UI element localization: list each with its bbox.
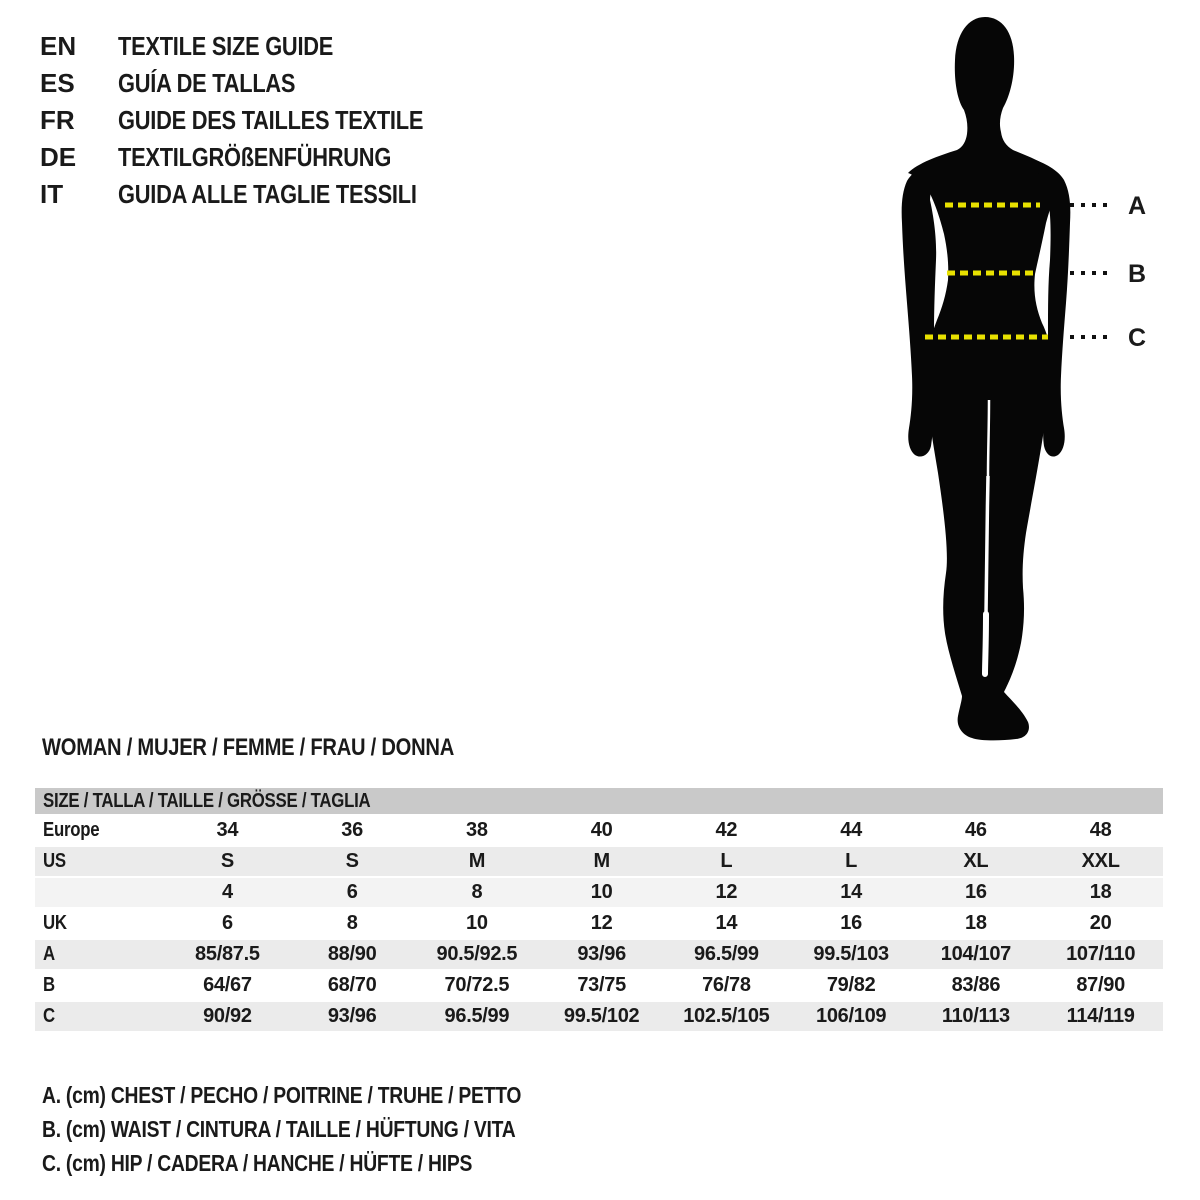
size-table xyxy=(35,788,1163,1033)
section-title-text: WOMAN / MUJER / FEMME / FRAU / DONNA xyxy=(42,734,455,761)
table-cell: 16 xyxy=(789,909,914,940)
legend-text: C. (cm) HIP / CADERA / HANCHE / HÜFTE / HIPS xyxy=(42,1150,473,1176)
table-cell: 42 xyxy=(664,816,789,847)
table-cell: 79/82 xyxy=(789,971,914,1002)
size-table-header-text: SIZE / TALLA / TAILLE / GRÖSSE / TAGLIA xyxy=(43,789,371,812)
legend-text: A. (cm) CHEST / PECHO / POITRINE / TRUHE / PETTO xyxy=(42,1082,522,1108)
table-cell: 18 xyxy=(914,909,1039,940)
language-row-it xyxy=(40,176,481,213)
row-label: US xyxy=(43,850,66,872)
language-title: TEXTILGRÖßENFÜHRUNG xyxy=(118,142,392,172)
table-cell: 6 xyxy=(290,878,415,909)
language-row-en xyxy=(40,28,481,65)
table-cell: 93/96 xyxy=(539,940,664,971)
woman-silhouette-figure xyxy=(880,8,1160,748)
leg-gap-line xyxy=(986,476,988,614)
language-title: GUIDA ALLE TAGLIE TESSILI xyxy=(118,179,417,209)
language-row-es xyxy=(40,65,481,102)
table-cell: M xyxy=(539,847,664,878)
legend-text: B. (cm) WAIST / CINTURA / TAILLE / HÜFTUNG / VITA xyxy=(42,1116,516,1142)
chest-marker-label: A xyxy=(1128,192,1147,220)
leg-gap-line xyxy=(985,614,986,674)
table-cell: 4 xyxy=(165,878,290,909)
table-row-chest-a xyxy=(35,940,1163,971)
table-cell: 96.5/99 xyxy=(415,1002,540,1033)
table-cell: 68/70 xyxy=(290,971,415,1002)
table-cell: S xyxy=(165,847,290,878)
table-cell: 38 xyxy=(415,816,540,847)
table-cell: 90.5/92.5 xyxy=(415,940,540,971)
table-cell: 46 xyxy=(914,816,1039,847)
table-cell: 73/75 xyxy=(539,971,664,1002)
table-cell: L xyxy=(789,847,914,878)
hip-marker-label: C xyxy=(1128,324,1147,352)
table-cell: 93/96 xyxy=(290,1002,415,1033)
language-row-de xyxy=(40,139,481,176)
table-cell: XXL xyxy=(1038,847,1163,878)
table-row-us-numbers xyxy=(35,878,1163,909)
language-title: TEXTILE SIZE GUIDE xyxy=(118,31,334,61)
table-cell: 83/86 xyxy=(914,971,1039,1002)
table-row-europe xyxy=(35,816,1163,847)
row-label: Europe xyxy=(43,819,100,841)
table-cell: 20 xyxy=(1038,909,1163,940)
table-cell: 85/87.5 xyxy=(165,940,290,971)
table-cell: 16 xyxy=(914,878,1039,909)
table-cell: 76/78 xyxy=(664,971,789,1002)
language-code: IT xyxy=(40,179,64,209)
legend-line-hip xyxy=(42,1150,612,1184)
table-cell: 96.5/99 xyxy=(664,940,789,971)
table-cell: 36 xyxy=(290,816,415,847)
table-cell: 18 xyxy=(1038,878,1163,909)
table-cell: L xyxy=(664,847,789,878)
table-cell: 110/113 xyxy=(914,1002,1039,1033)
table-cell: 64/67 xyxy=(165,971,290,1002)
table-cell: M xyxy=(415,847,540,878)
table-cell: 106/109 xyxy=(789,1002,914,1033)
measurement-legend xyxy=(42,1082,612,1184)
language-title: GUIDE DES TAILLES TEXTILE xyxy=(118,105,424,135)
table-cell: 40 xyxy=(539,816,664,847)
table-cell: 8 xyxy=(415,878,540,909)
table-cell: 48 xyxy=(1038,816,1163,847)
table-cell: 12 xyxy=(664,878,789,909)
leg-gap-line xyxy=(988,400,989,476)
legend-line-waist xyxy=(42,1116,612,1150)
table-row-uk xyxy=(35,909,1163,940)
language-title: GUÍA DE TALLAS xyxy=(118,68,296,98)
table-cell: 99.5/102 xyxy=(539,1002,664,1033)
language-code: EN xyxy=(40,31,77,61)
table-cell: 8 xyxy=(290,909,415,940)
language-code: ES xyxy=(40,68,75,98)
table-cell: 34 xyxy=(165,816,290,847)
table-row-hip-c xyxy=(35,1002,1163,1033)
row-label: C xyxy=(43,1005,55,1027)
section-title xyxy=(42,734,533,762)
table-cell: 44 xyxy=(789,816,914,847)
table-cell: 14 xyxy=(664,909,789,940)
table-cell: 114/119 xyxy=(1038,1002,1163,1033)
legend-line-chest xyxy=(42,1082,612,1116)
table-cell: 70/72.5 xyxy=(415,971,540,1002)
row-label: B xyxy=(43,974,55,996)
language-list xyxy=(40,28,481,213)
table-cell: 102.5/105 xyxy=(664,1002,789,1033)
table-row-us-letters xyxy=(35,847,1163,878)
size-table-header-row xyxy=(35,788,1163,816)
table-cell: 90/92 xyxy=(165,1002,290,1033)
waist-marker-label: B xyxy=(1128,260,1147,288)
table-cell: 87/90 xyxy=(1038,971,1163,1002)
size-table-header-cell xyxy=(35,788,1163,816)
table-cell: 104/107 xyxy=(914,940,1039,971)
measurement-figure xyxy=(880,8,1160,748)
table-cell: 107/110 xyxy=(1038,940,1163,971)
row-label: A xyxy=(43,943,55,965)
table-cell: 10 xyxy=(539,878,664,909)
table-row-waist-b xyxy=(35,971,1163,1002)
row-label: UK xyxy=(43,912,67,934)
language-code: DE xyxy=(40,142,77,172)
language-code: FR xyxy=(40,105,75,135)
table-cell: 88/90 xyxy=(290,940,415,971)
table-cell: XL xyxy=(914,847,1039,878)
table-cell: 12 xyxy=(539,909,664,940)
table-cell: 10 xyxy=(415,909,540,940)
table-cell: 99.5/103 xyxy=(789,940,914,971)
table-cell: 6 xyxy=(165,909,290,940)
table-cell: S xyxy=(290,847,415,878)
language-row-fr xyxy=(40,102,481,139)
table-cell: 14 xyxy=(789,878,914,909)
